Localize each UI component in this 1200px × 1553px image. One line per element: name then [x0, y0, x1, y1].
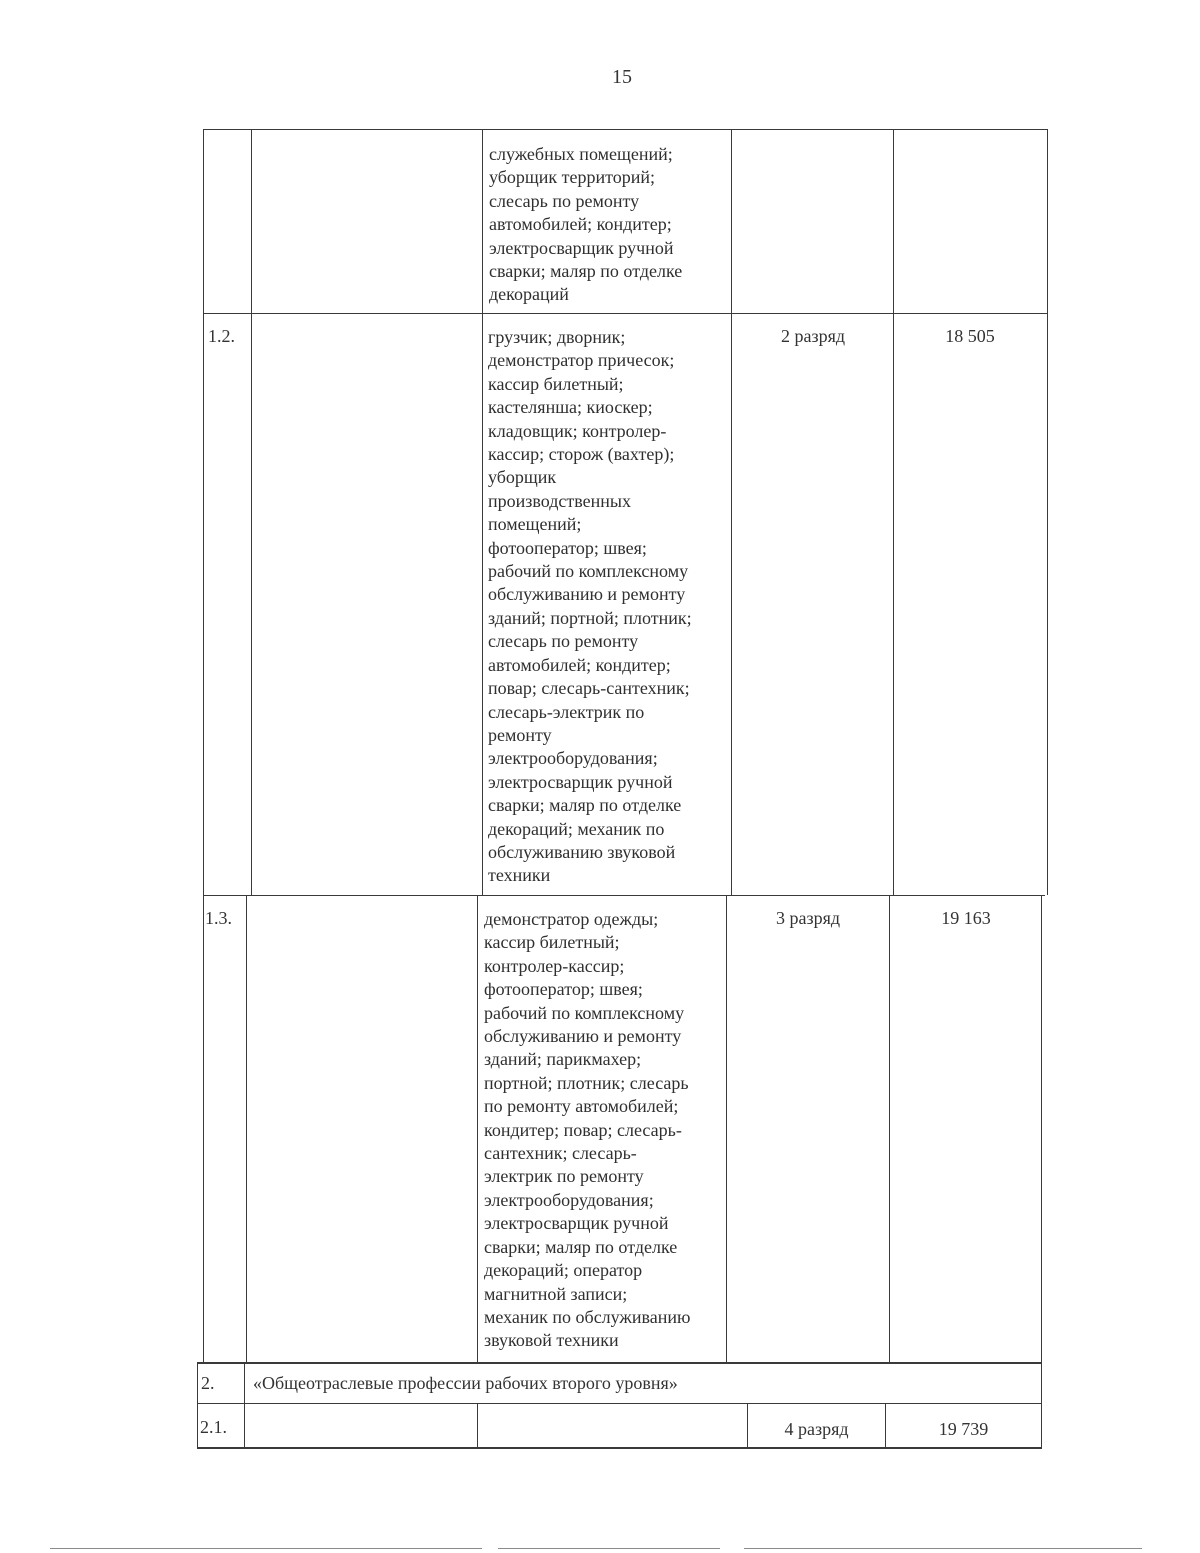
table-border-top [203, 129, 1048, 130]
section-number: 2. [201, 1373, 215, 1393]
row-divider [197, 1362, 1041, 1364]
column-divider [893, 129, 894, 895]
section-title: «Общеотраслевые профессии рабочих второго уровня» [253, 1373, 678, 1393]
grade-cell: 4 разряд [784, 1419, 849, 1439]
professions-cell: грузчик; дворник; демонстратор причесок; кассир билетный; кастелянша; киоскер; кладовщик; контролер- кассир; сторож (вахтер); уборщик производственных помещений; фотооператор; швея; рабочий по комплексному обслуживанию и ремонту зданий; портной; плотник; слесарь по ремонту автомобилей; кондитер; повар; слесарь-сантехник; слесарь-электрик по ремонту электрооборудования; электросварщик ручной сварки; маляр по отделке декораций; механик по обслуживанию звуковой техники [488, 327, 692, 886]
row-number: 1.2. [208, 326, 235, 346]
column-divider [731, 129, 732, 895]
column-divider [244, 1362, 245, 1449]
scan-artifact-line [50, 1548, 482, 1549]
grade-cell: 2 разряд [780, 326, 846, 346]
scan-artifact-line [498, 1548, 720, 1549]
row-number: 2.1. [200, 1417, 227, 1437]
professions-cell: демонстратор одежды; кассир билетный; контролер-кассир; фотооператор; швея; рабочий по комплексному обслуживанию и ремонту зданий; парикмахер; портной; плотник; слесарь по ремонту автомобилей; кондитер; повар; слесарь- сантехник; слесарь- электрик по ремонту электрооборудования; электросварщик ручной сварки; маляр по отделке декораций; оператор магнитной записи; механик по обслуживанию звуковой техники [484, 909, 691, 1351]
professions-cell: служебных помещений; уборщик территорий; слесарь по ремонту автомобилей; кондитер; электросварщик ручной сварки; маляр по отделке декораций [489, 144, 683, 305]
column-divider [482, 129, 483, 895]
table-border-right [1047, 129, 1048, 895]
page-number: 15 [612, 66, 632, 88]
column-divider [246, 895, 247, 1363]
row-divider [203, 313, 1048, 314]
column-divider [726, 895, 727, 1363]
row-divider [197, 1403, 1041, 1404]
salary-cell: 18 505 [945, 326, 995, 346]
salary-cell: 19 739 [938, 1419, 989, 1439]
column-divider [477, 1403, 478, 1449]
table-border-left [203, 129, 204, 1363]
column-divider [251, 129, 252, 895]
table-border-right [1041, 895, 1042, 1449]
row-number: 1.3. [205, 908, 232, 928]
column-divider [889, 895, 890, 1363]
grade-cell: 3 разряд [775, 908, 841, 928]
scan-artifact-line [744, 1548, 1142, 1549]
column-divider [477, 895, 478, 1363]
row-divider [203, 895, 1045, 896]
salary-cell: 19 163 [941, 908, 991, 928]
table-border-bottom [197, 1447, 1041, 1449]
table-border-left [197, 1362, 198, 1449]
